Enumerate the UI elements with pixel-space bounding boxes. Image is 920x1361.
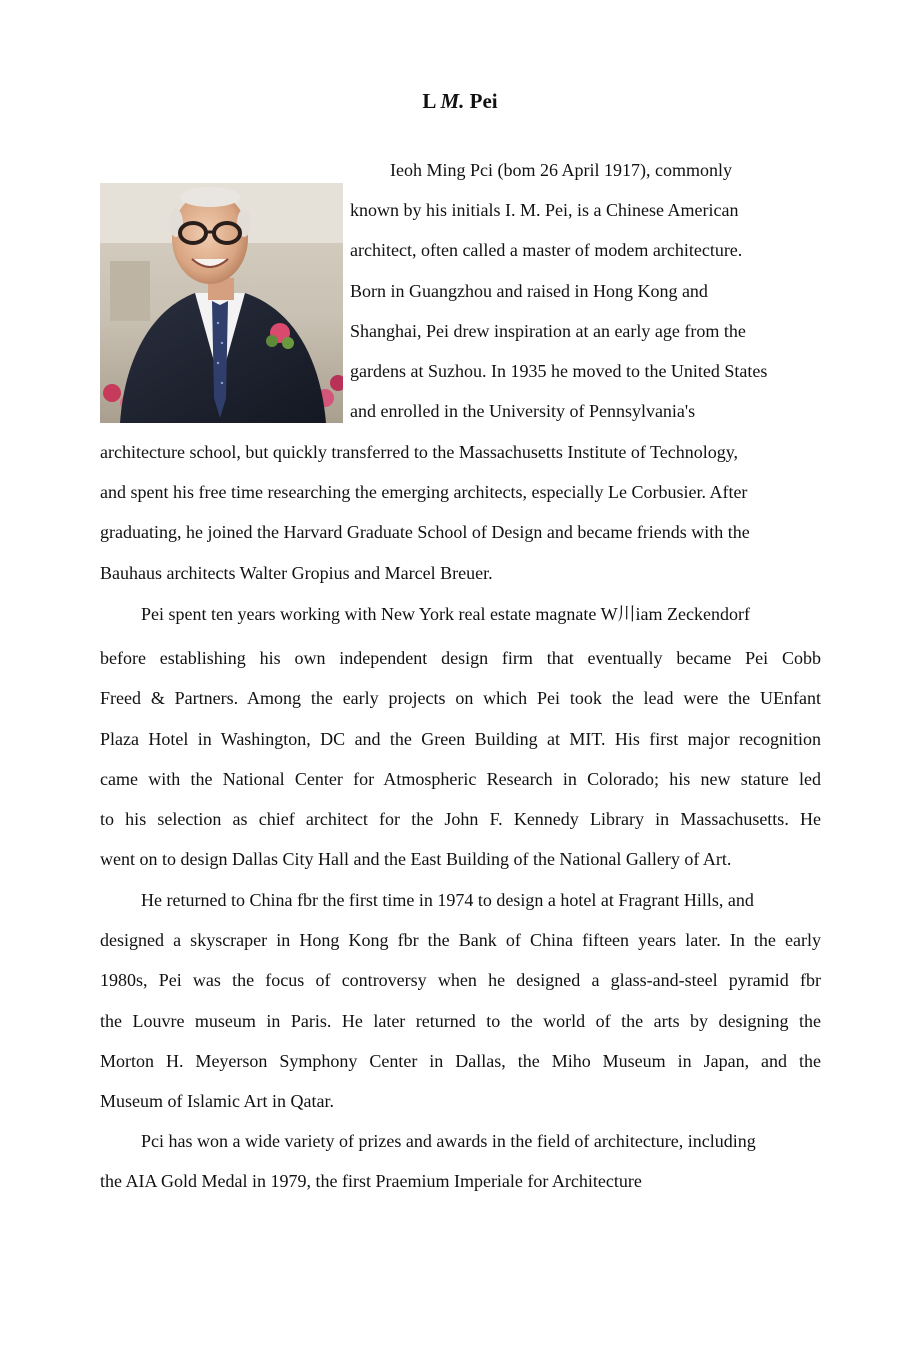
paragraph-2-line-4: Plaza Hotel in Washington, DC and the Green Building at MIT. His first major recognition	[100, 729, 821, 749]
paragraph-3-line-6: Museum of Islamic Art in Qatar.	[100, 1091, 334, 1111]
paragraph-1-line-8: architecture school, but quickly transferred to the Massachusetts Institute of Technology,	[100, 442, 739, 462]
title-middle-initial: M.	[440, 89, 465, 113]
paragraph-3-line-3: 1980s, Pei was the focus of controversy when he designed a glass-and-steel pyramid fbr	[100, 970, 821, 990]
paragraph-2-line-6: to his selection as chief architect for the John F. Kennedy Library in Massachusetts. He	[100, 809, 821, 829]
paragraph-3-line-4: the Louvre museum in Paris. He later returned to the world of the arts by designing the	[100, 1011, 821, 1031]
portrait-photo	[100, 183, 343, 423]
paragraph-2-line-1: Pei spent ten years working with New York real estate magnate W川iam Zeckendorf	[141, 604, 750, 624]
paragraph-4-line-1: Pci has won a wide variety of prizes and awards in the field of architecture, including	[141, 1131, 756, 1151]
paragraph-4-line-2: the AIA Gold Medal in 1979, the first Praemium Imperiale for Architecture	[100, 1171, 642, 1191]
paragraph-1-line-9: and spent his free time researching the emerging architects, especially Le Corbusier. After	[100, 482, 748, 502]
paragraph-1-line-5: Shanghai, Pei drew inspiration at an early age from the	[350, 321, 746, 341]
paragraph-1-line-1: Ieoh Ming Pci (bom 26 April 1917), commonly	[390, 160, 732, 180]
paragraph-2-line-7: went on to design Dallas City Hall and the East Building of the National Gallery of Art.	[100, 849, 732, 869]
paragraph-2-line-2: before establishing his own independent design firm that eventually became Pei Cobb	[100, 648, 821, 668]
paragraph-1-line-10: graduating, he joined the Harvard Graduate School of Design and became friends with the	[100, 522, 750, 542]
paragraph-3-line-2: designed a skyscraper in Hong Kong fbr the Bank of China fifteen years later. In the early	[100, 930, 821, 950]
paragraph-2-line-3: Freed & Partners. Among the early projects on which Pei took the lead were the UEnfant	[100, 688, 821, 708]
paragraph-3-line-1: He returned to China fbr the first time in 1974 to design a hotel at Fragrant Hills, and	[141, 890, 754, 910]
paragraph-1-line-11: Bauhaus architects Walter Gropius and Marcel Breuer.	[100, 563, 493, 583]
paragraph-1-line-6: gardens at Suzhou. In 1935 he moved to the United States	[350, 361, 768, 381]
paragraph-2-line-5: came with the National Center for Atmospheric Research in Colorado; his new stature led	[100, 769, 821, 789]
title-surname: Pei	[464, 89, 498, 113]
paragraph-1-line-4: Born in Guangzhou and raised in Hong Kong and	[350, 281, 708, 301]
title-initial: L	[422, 89, 441, 113]
page-title	[0, 86, 920, 116]
paragraph-1-line-7: and enrolled in the University of Pennsylvania's	[350, 401, 696, 421]
paragraph-1-line-2: known by his initials I. M. Pei, is a Chinese American	[350, 200, 739, 220]
paragraph-1-line-3: architect, often called a master of modem architecture.	[350, 240, 743, 260]
paragraph-3-line-5: Morton H. Meyerson Symphony Center in Dallas, the Miho Museum in Japan, and the	[100, 1051, 821, 1071]
